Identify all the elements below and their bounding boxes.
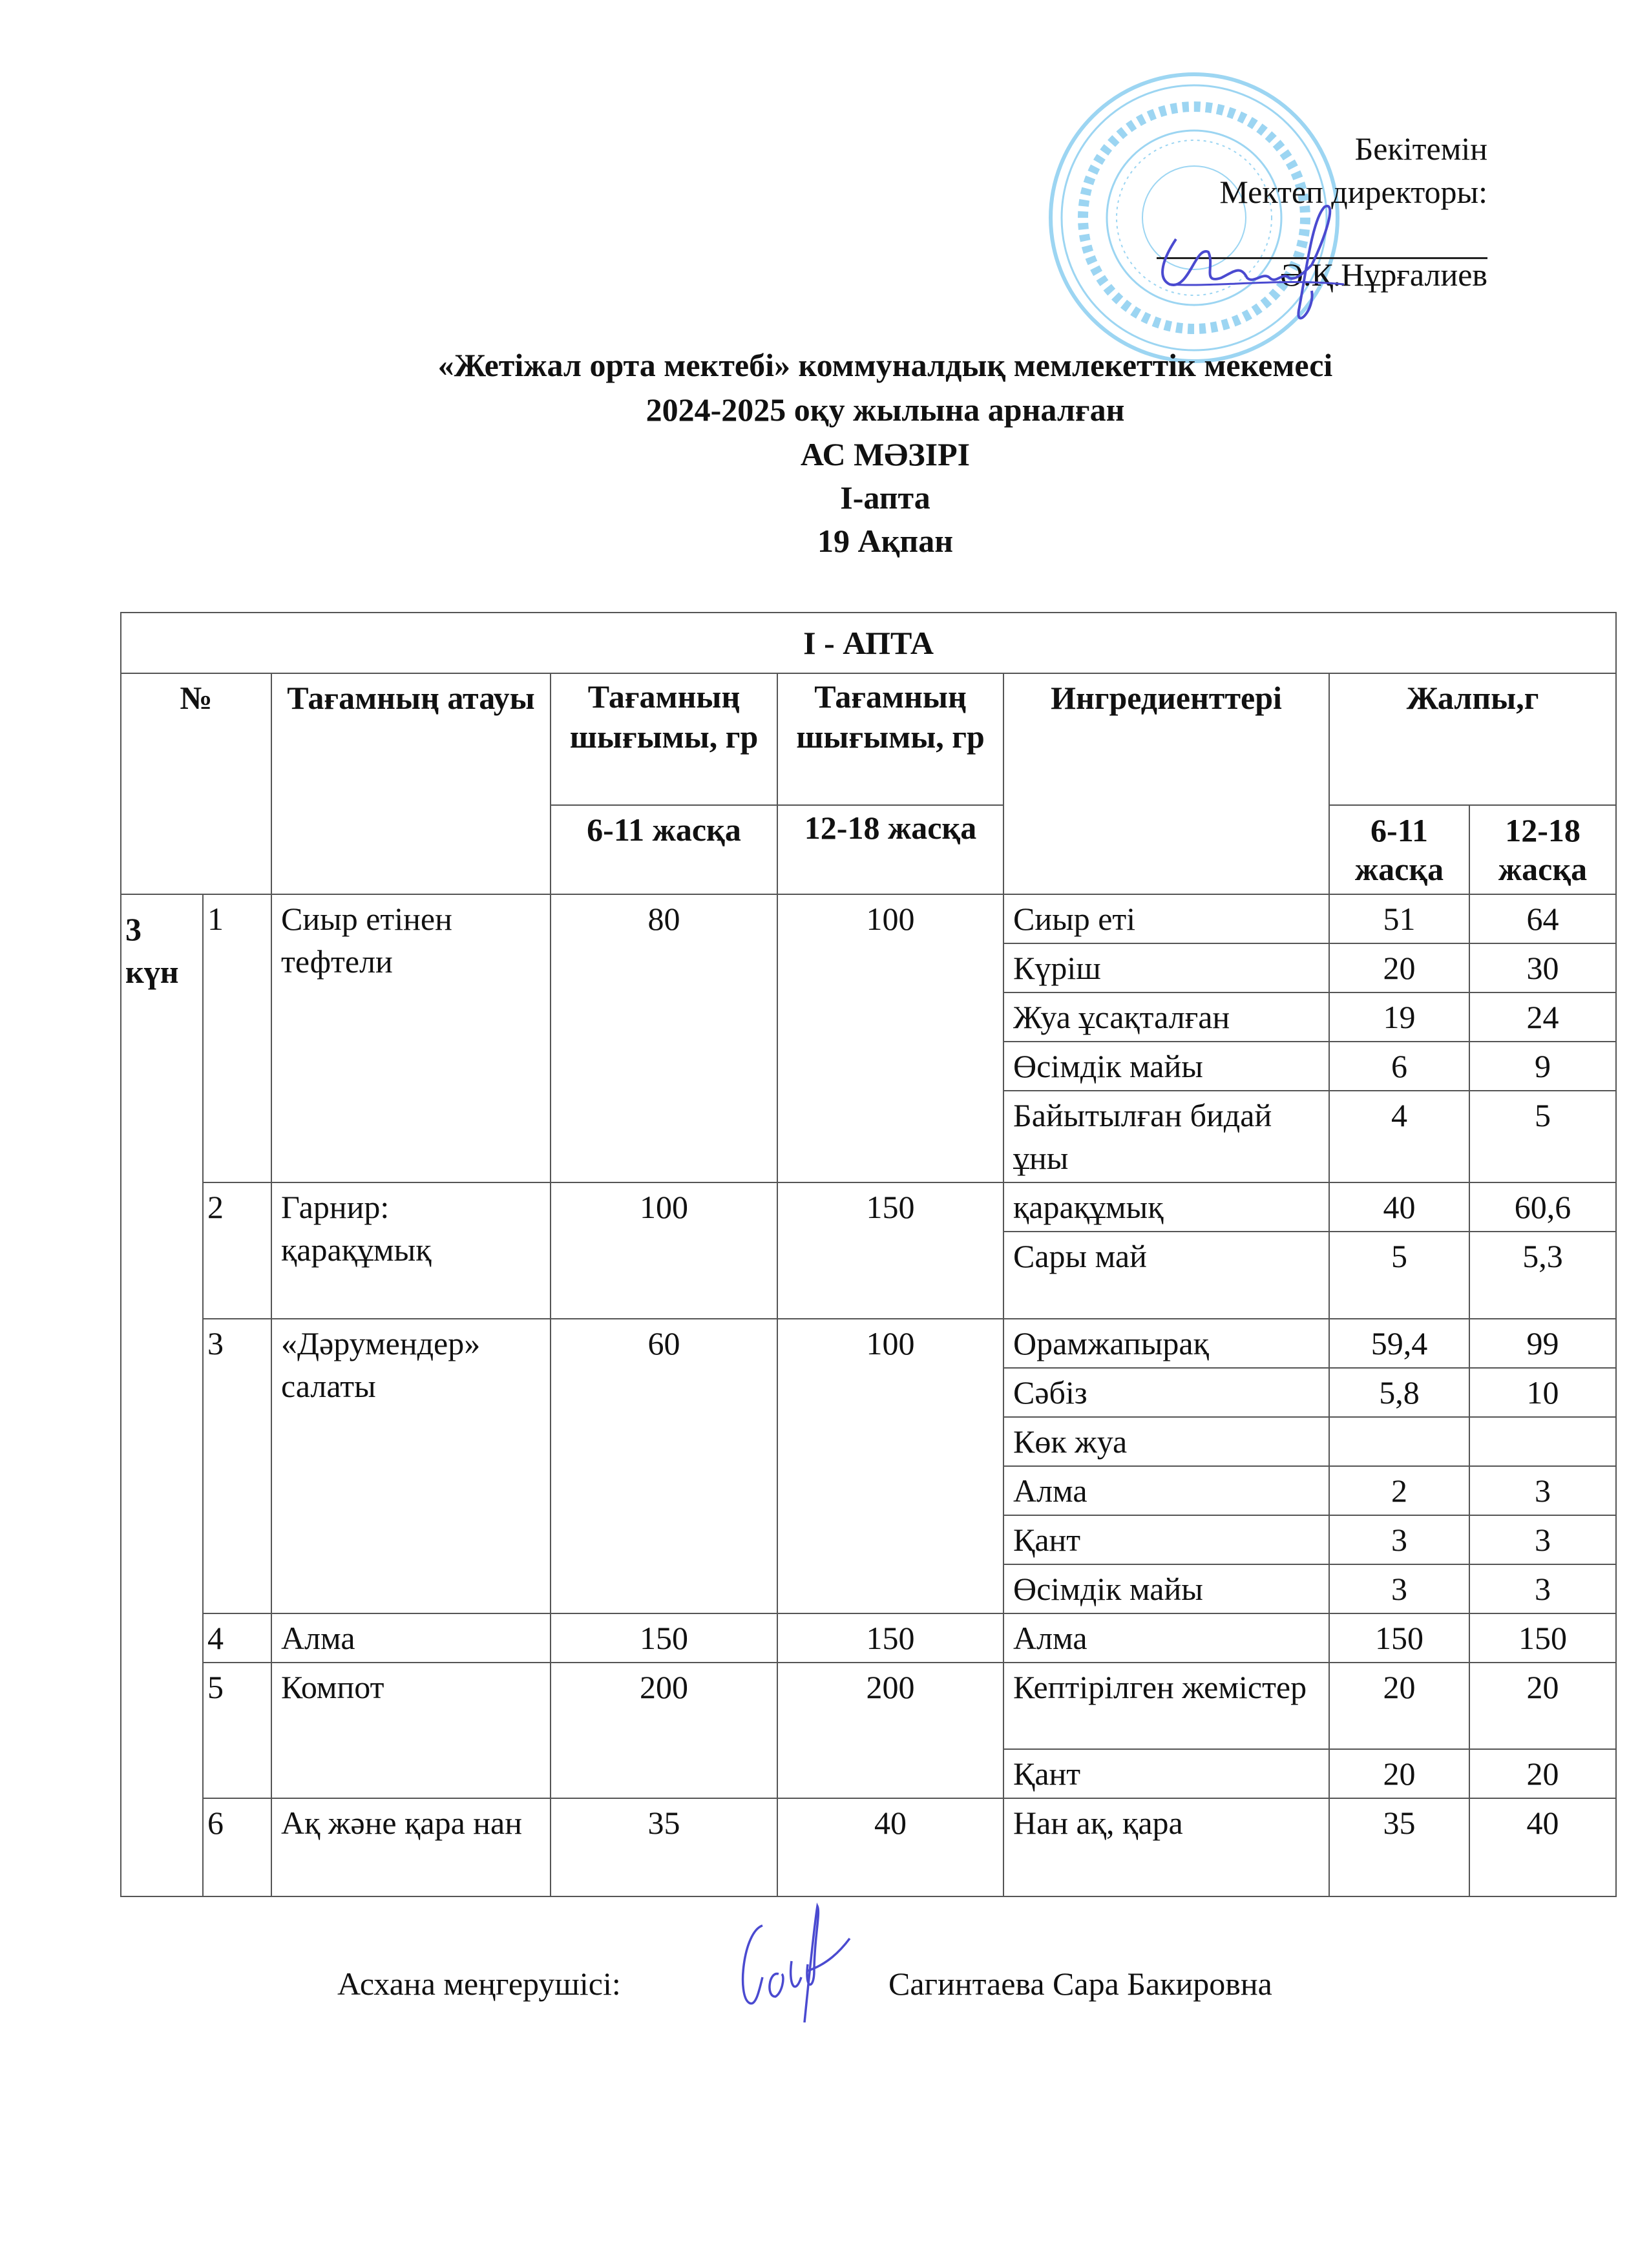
header-yield-2: Тағамның шығымы, гр (777, 673, 1003, 805)
ingredient-amount-12-18: 150 (1469, 1613, 1616, 1663)
school-name: «Жетіжал орта мектебі» коммуналдық мемлекеттік мекемесі (437, 347, 1333, 383)
table-row (121, 1663, 1616, 1749)
ingredient-amount-6-11: 5 (1329, 1232, 1469, 1319)
director-title: Мектеп директоры: (1219, 174, 1487, 210)
ingredient-amount-12-18: 3 (1469, 1515, 1616, 1564)
dish-name: Сиыр етінен тефтели (271, 894, 551, 1182)
ingredient-amount-6-11: 2 (1329, 1466, 1469, 1515)
dish-yield-6-11: 80 (551, 894, 777, 1182)
ingredient-amount-12-18: 5 (1469, 1091, 1616, 1182)
ingredient-amount-6-11: 19 (1329, 992, 1469, 1042)
director-signature (1150, 181, 1357, 336)
header-total: Жалпы,г (1329, 673, 1616, 805)
ingredient-name: Орамжапырақ (1003, 1319, 1329, 1368)
header-dish-name: Тағамның атауы (271, 673, 551, 894)
ingredient-name: Алма (1003, 1466, 1329, 1515)
table-caption: І - АПТА (121, 613, 1616, 673)
ingredient-amount-12-18: 20 (1469, 1749, 1616, 1798)
ingredient-amount-6-11: 59,4 (1329, 1319, 1469, 1368)
dish-number: 3 (203, 1319, 271, 1613)
ingredient-amount-12-18: 20 (1469, 1663, 1616, 1749)
dish-yield-6-11: 200 (551, 1663, 777, 1798)
header-ingredients: Ингредиенттері (1003, 673, 1329, 894)
ingredient-amount-12-18: 40 (1469, 1798, 1616, 1896)
header-number: № (121, 673, 271, 894)
ingredient-name: Алма (1003, 1613, 1329, 1663)
ingredient-name: Күріш (1003, 943, 1329, 992)
ingredient-amount-6-11: 5,8 (1329, 1368, 1469, 1417)
header-total-age-6-11: 6-11 жасқа (1329, 805, 1469, 894)
ingredient-amount-6-11: 4 (1329, 1091, 1469, 1182)
ingredient-amount-6-11: 150 (1329, 1613, 1469, 1663)
menu-table (120, 612, 1617, 1897)
ingredient-amount-12-18: 5,3 (1469, 1232, 1616, 1319)
header-age-6-11: 6-11 жасқа (551, 805, 777, 894)
table-row (121, 1613, 1616, 1663)
ingredient-amount-6-11: 3 (1329, 1515, 1469, 1564)
ingredient-amount-12-18: 10 (1469, 1368, 1616, 1417)
menu-body (121, 894, 1616, 1896)
dish-yield-12-18: 100 (777, 1319, 1003, 1613)
dish-number: 5 (203, 1663, 271, 1798)
ingredient-amount-6-11: 20 (1329, 943, 1469, 992)
ingredient-amount-6-11: 20 (1329, 1663, 1469, 1749)
dish-number: 1 (203, 894, 271, 1182)
ingredient-name: Байытылған бидай ұны (1003, 1091, 1329, 1182)
ingredient-amount-6-11: 35 (1329, 1798, 1469, 1896)
ingredient-amount-6-11: 3 (1329, 1564, 1469, 1613)
ingredient-amount-12-18: 24 (1469, 992, 1616, 1042)
dish-yield-12-18: 100 (777, 894, 1003, 1182)
dish-number: 2 (203, 1182, 271, 1319)
ingredient-amount-12-18: 30 (1469, 943, 1616, 992)
dish-yield-12-18: 200 (777, 1663, 1003, 1798)
director-name: Ә.Қ.Нұрғалиев (1279, 257, 1487, 293)
ingredient-amount-6-11: 40 (1329, 1182, 1469, 1232)
document-title: АС МӘЗІРІ (800, 436, 971, 472)
ingredient-name: Жуа ұсақталған (1003, 992, 1329, 1042)
ingredient-name: Қант (1003, 1515, 1329, 1564)
ingredient-amount-12-18: 3 (1469, 1564, 1616, 1613)
dish-yield-12-18: 150 (777, 1182, 1003, 1319)
date-label: 19 Ақпан (817, 523, 954, 559)
dish-yield-6-11: 35 (551, 1798, 777, 1896)
ingredient-name: Өсімдік майы (1003, 1042, 1329, 1091)
ingredient-name: Нан ақ, қара (1003, 1798, 1329, 1896)
day-label: 3 күн (121, 894, 203, 1896)
header-age-12-18: 12-18 жасқа (777, 805, 1003, 894)
ingredient-amount-6-11: 6 (1329, 1042, 1469, 1091)
approval-label: Бекітемін (1354, 131, 1487, 167)
ingredient-amount-12-18: 9 (1469, 1042, 1616, 1091)
dish-yield-6-11: 150 (551, 1613, 777, 1663)
table-row (121, 1798, 1616, 1896)
table-row (121, 1182, 1616, 1232)
ingredient-amount-12-18: 60,6 (1469, 1182, 1616, 1232)
dish-name: Гарнир: қарақұмық (271, 1182, 551, 1319)
ingredient-name: Көк жуа (1003, 1417, 1329, 1466)
ingredient-amount-12-18 (1469, 1417, 1616, 1466)
ingredient-amount-12-18: 99 (1469, 1319, 1616, 1368)
dish-name: Ақ және қара нан (271, 1798, 551, 1896)
canteen-head-signature (717, 1900, 885, 2022)
ingredient-amount-12-18: 64 (1469, 894, 1616, 943)
dish-yield-6-11: 60 (551, 1319, 777, 1613)
dish-yield-12-18: 40 (777, 1798, 1003, 1896)
ingredient-name: Қант (1003, 1749, 1329, 1798)
ingredient-amount-12-18: 3 (1469, 1466, 1616, 1515)
ingredient-name: Өсімдік майы (1003, 1564, 1329, 1613)
ingredient-name: Сары май (1003, 1232, 1329, 1319)
canteen-head-name: Сагинтаева Сара Бакировна (888, 1966, 1272, 2002)
dish-name: Алма (271, 1613, 551, 1663)
ingredient-name: Сәбіз (1003, 1368, 1329, 1417)
canteen-head-label: Асхана меңгерушісі: (337, 1966, 621, 2002)
week-label: І-апта (840, 479, 930, 516)
dish-number: 6 (203, 1798, 271, 1896)
header-total-age-12-18: 12-18 жасқа (1469, 805, 1616, 894)
ingredient-amount-6-11: 51 (1329, 894, 1469, 943)
header-yield-1: Тағамның шығымы, гр (551, 673, 777, 805)
dish-yield-12-18: 150 (777, 1613, 1003, 1663)
ingredient-amount-6-11: 20 (1329, 1749, 1469, 1798)
table-row (121, 894, 1616, 943)
dish-name: «Дәрумендер» салаты (271, 1319, 551, 1613)
dish-number: 4 (203, 1613, 271, 1663)
ingredient-amount-6-11 (1329, 1417, 1469, 1466)
ingredient-name: Кептірілген жемістер (1003, 1663, 1329, 1749)
dish-yield-6-11: 100 (551, 1182, 777, 1319)
dish-name: Компот (271, 1663, 551, 1798)
academic-year: 2024-2025 оқу жылына арналған (646, 392, 1125, 428)
ingredient-name: Сиыр еті (1003, 894, 1329, 943)
ingredient-name: қарақұмық (1003, 1182, 1329, 1232)
table-row (121, 1319, 1616, 1368)
